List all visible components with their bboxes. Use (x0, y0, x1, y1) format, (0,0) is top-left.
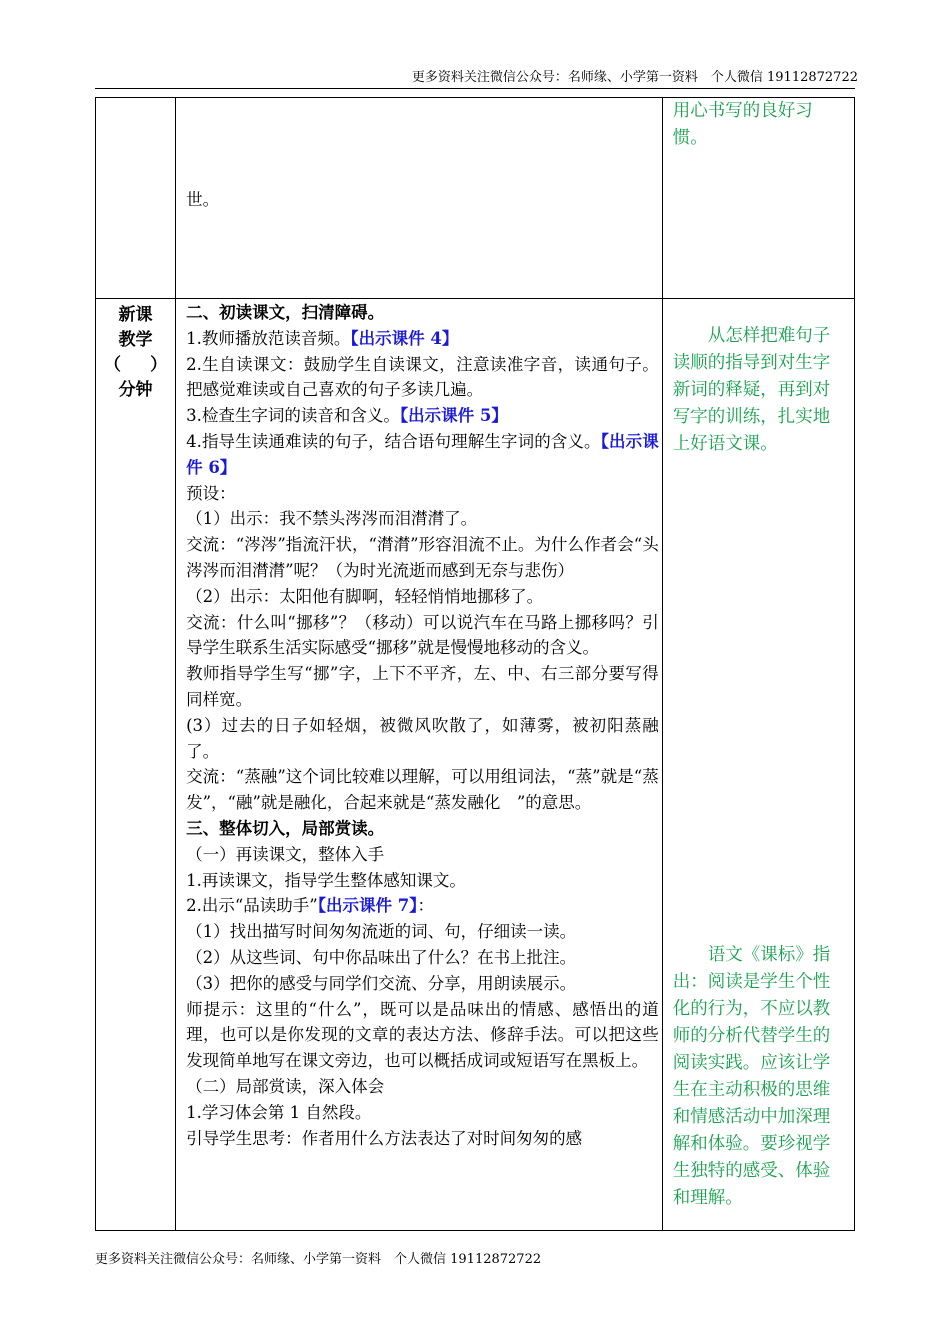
helper-item-1: （1）找出描写时间匆匆流逝的词、句，仔细读一读。 (186, 922, 577, 942)
content-cell (176, 98, 663, 299)
courseware-tag: 【出示课件 7】 (317, 896, 418, 916)
label-line: 分钟 (118, 380, 153, 400)
section-title: 二、初读课文，扫清障碍。 (186, 303, 385, 322)
preset: 预设： (186, 483, 236, 503)
example-3: (3）过去的日子如轻烟，被微风吹散了，如薄雾，被初阳蒸融了。 (186, 715, 659, 761)
page-header: 更多资料关注微信公众号：名师缘、小学第一资料 个人微信 19112872722 (411, 70, 858, 85)
step-3: 3.检查生字词的读音和含义。【出示课件 5】 (186, 406, 508, 426)
helper-item-2: （2）从这些词、句中你品味出了什么？在书上批注。 (186, 947, 577, 967)
courseware-tag: 【出示课件 4】 (350, 328, 459, 348)
writing-guide: 教师指导学生写“挪”字，上下不平齐，左、中、右三部分要写得同样宽。 (186, 664, 659, 709)
table-row (96, 299, 855, 1231)
subsection-1: （一）再读课文，整体入手 (186, 844, 385, 864)
header-rule (95, 88, 855, 89)
courseware-tag: 【出示课件 6】 (186, 431, 659, 477)
paren-close: ） (150, 355, 168, 375)
label-line: 新课 (118, 305, 153, 325)
example-2: （2）出示：太阳他有脚啊，轻轻悄悄地挪移了。 (186, 586, 544, 606)
paren-open: （ (104, 355, 121, 375)
helper-item-3: （3）把你的感受与同学们交流、分享，用朗读展示。 (186, 973, 577, 993)
note-2: 语文《课标》指出：阅读是学生个性化的行为，不应以教师的分析代替学生的阅读实践。应该让学生在主动积极的思维和情感活动中加深理解和体验。要珍视学生独特的感受、体验和理解。 (672, 945, 831, 1208)
discussion-3: 交流：“蒸融”这个词比较难以理解，可以用组词法，“蒸”就是“蒸发”，“融”就是融化，合起来就是“蒸发融化 ”的意思。 (186, 767, 659, 813)
example-1: （1）出示：我不禁头涔涔而泪潸潸了。 (186, 509, 478, 529)
reading-helper: 2.出示“品读助手”【出示课件 7】： (186, 896, 434, 916)
step-1: 1.教师播放范读音频。【出示课件 4】 (186, 328, 459, 348)
label-line: 教学 (118, 330, 153, 350)
lesson-content-cell (176, 299, 663, 1231)
note-1: 从怎样把难句子读顺的指导到对生字新词的释疑，再到对写字的训练，扎实地上好语文课。 (672, 326, 831, 454)
reread-step: 1.再读课文，指导学生整体感知课文。 (186, 870, 466, 890)
section-title: 三、整体切入，局部赏读。 (186, 818, 385, 838)
paragraph-study: 1.学习体会第 1 自然段。 (186, 1102, 372, 1122)
continued-text: 世。 (186, 190, 220, 209)
section-label-cell (96, 299, 176, 1231)
subsection-2: （二）局部赏读，深入体会 (186, 1076, 385, 1096)
page-footer: 更多资料关注微信公众号：名师缘、小学第一资料 个人微信 19112872722 (95, 1252, 542, 1267)
label-cell-empty (96, 98, 176, 299)
minutes-placeholder (96, 353, 175, 378)
teacher-tip: 师提示：这里的“什么”，既可以是品味出的情感、感悟出的道理，也可以是你发现的文章的表达方法、修辞手法。可以把这些发现简单地写在课文旁边，也可以概括成词或短语写在黑板上。 (186, 999, 659, 1071)
discussion-2: 交流：什么叫“挪移”？（移动）可以说汽车在马路上挪移吗？引导学生联系生活实际感受“挪移”就是慢慢地移动的含义。 (186, 612, 659, 658)
teaching-notes-cell (662, 299, 854, 1231)
discussion-1: 交流：“涔涔”指流汗状，“潸潸”形容泪流不止。为什么作者会“头涔涔而泪潸潸”呢？（为时光流逝而感到无奈与悲伤） (186, 535, 659, 580)
guiding-question: 引导学生思考：作者用什么方法表达了对时间匆匆的感 (186, 1128, 583, 1148)
note-cell (662, 98, 854, 299)
lesson-table (95, 97, 855, 1231)
step-4: 4.指导生读通难读的句子，结合语句理解生字词的含义。【出示课件 6】 (186, 431, 659, 477)
table-row (96, 98, 855, 299)
courseware-tag: 【出示课件 5】 (399, 406, 508, 426)
note-text: 用心书写的良好习惯。 (672, 101, 813, 148)
step-2: 2.生自读课文：鼓励学生自读课文，注意读准字音，读通句子。把感觉难读或自己喜欢的句子多读几遍。 (186, 354, 659, 400)
